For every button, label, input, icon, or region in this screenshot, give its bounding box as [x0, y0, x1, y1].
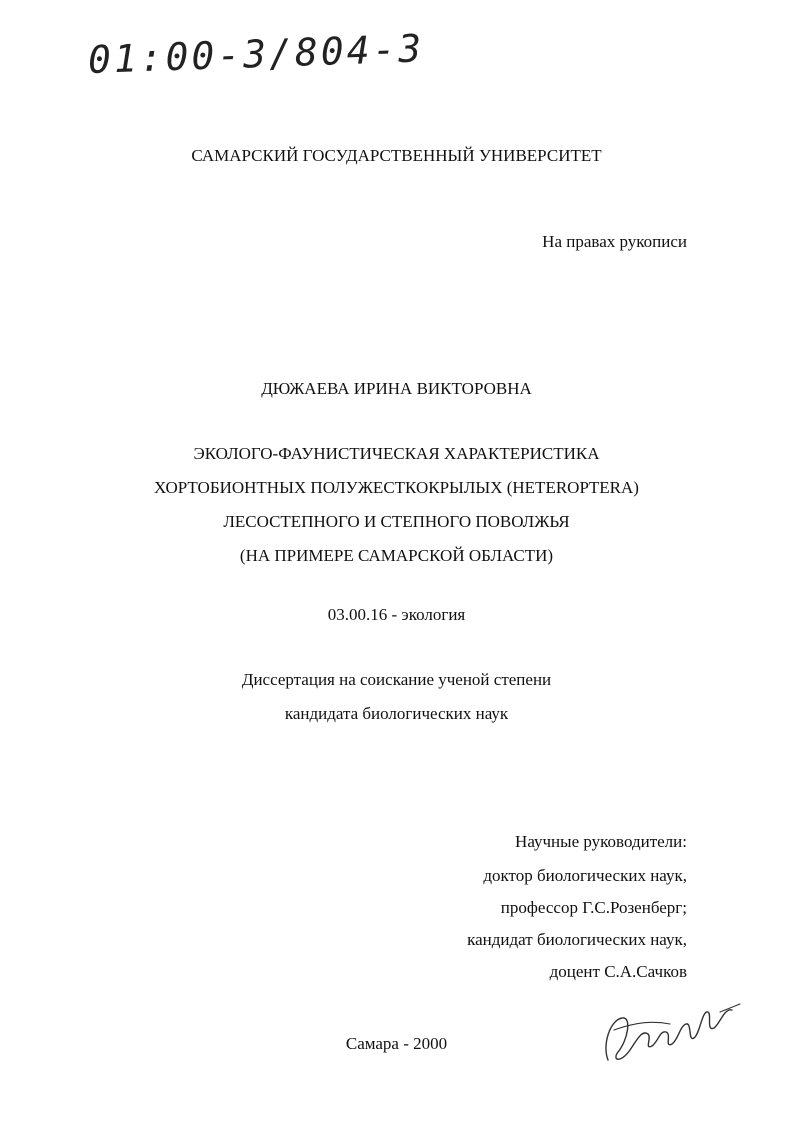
- author-name: ДЮЖАЕВА ИРИНА ВИКТОРОВНА: [261, 379, 532, 398]
- title-line: ХОРТОБИОНТНЫХ ПОЛУЖЕСТКОКРЫЛЫХ (HETEROPTERA): [154, 478, 639, 497]
- archive-stamp: 01:00-3/804-3: [87, 26, 425, 82]
- university-name: САМАРСКИЙ ГОСУДАРСТВЕННЫЙ УНИВЕРСИТЕТ: [191, 146, 602, 165]
- supervisor-line: доцент С.А.Сачков: [549, 962, 687, 981]
- degree-line: Диссертация на соискание ученой степени: [241, 670, 552, 689]
- supervisor-line: профессор Г.С.Розенберг;: [500, 898, 687, 917]
- manuscript-note: На правах рукописи: [542, 232, 687, 251]
- supervisor-line: кандидат биологических наук,: [467, 930, 687, 949]
- place-and-year: Самара - 2000: [345, 1034, 448, 1053]
- title-line: ЭКОЛОГО-ФАУНИСТИЧЕСКАЯ ХАРАКТЕРИСТИКА: [193, 444, 600, 463]
- supervisor-line: Научные руководители:: [515, 832, 687, 851]
- title-line: ЛЕСОСТЕПНОГО И СТЕПНОГО ПОВОЛЖЬЯ: [223, 512, 570, 531]
- degree-line: кандидата биологических наук: [284, 704, 509, 723]
- supervisor-line: доктор биологических наук,: [483, 866, 687, 885]
- title-line: (НА ПРИМЕРЕ САМАРСКОЙ ОБЛАСТИ): [239, 546, 554, 565]
- specialty-code: 03.00.16 - экология: [327, 605, 466, 624]
- handwritten-signature: [600, 990, 750, 1075]
